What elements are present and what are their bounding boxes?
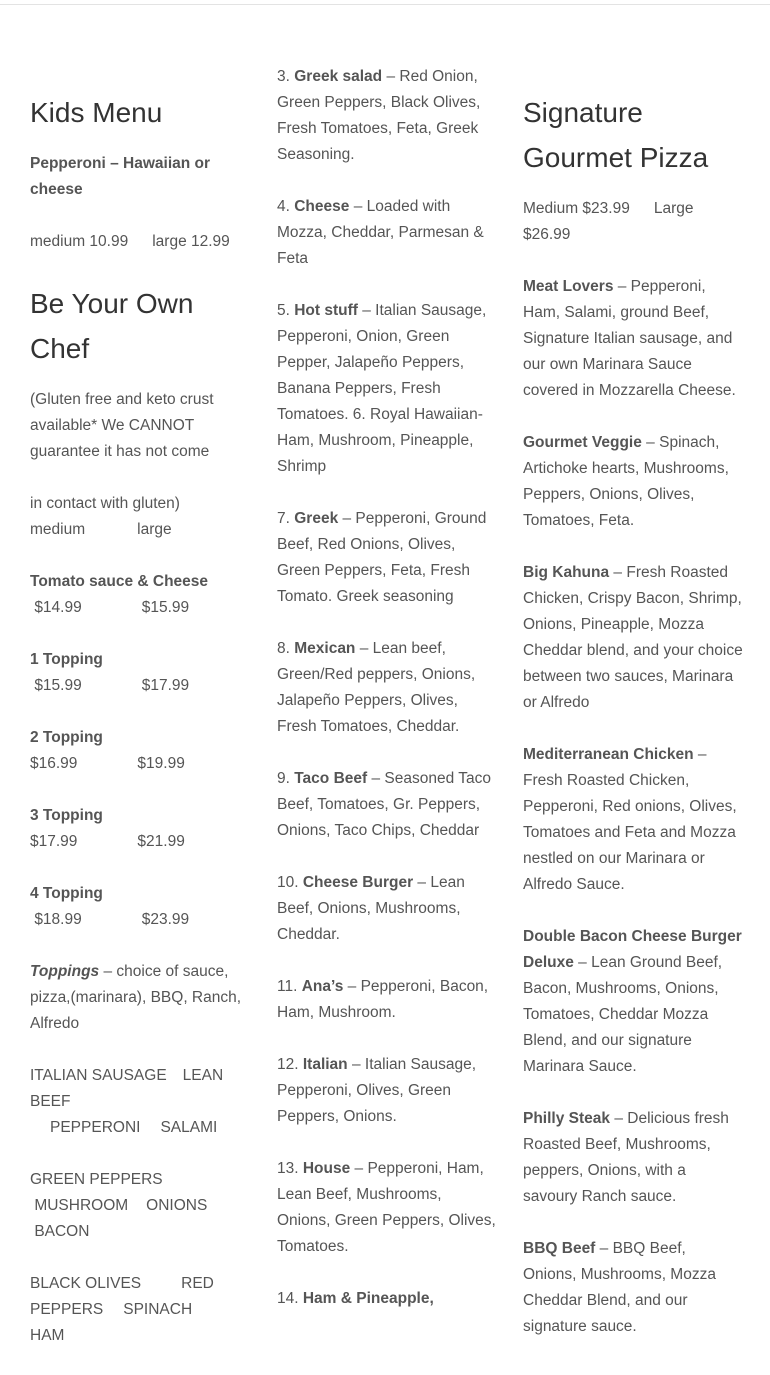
signature-item: Philly Steak – Delicious fresh Roasted Beef, Mushrooms, peppers, Onions, with a savoury Ranch sauce.: [523, 1110, 729, 1205]
price-tier: 3 Topping $17.99 $21.99: [30, 807, 185, 850]
toppings-description: Toppings – choice of sauce, pizza,(marinara), BBQ, Ranch, Alfredo: [30, 963, 242, 1032]
header-divider: [0, 0, 770, 5]
byo-heading: Be Your Own Chef: [30, 288, 194, 364]
menu-item: 8. Mexican – Lean beef, Green/Red peppers, Onions, Jalapeño Peppers, Olives, Fresh Tomatoes, Cheddar.: [277, 640, 476, 735]
menu-item: 4. Cheese – Loaded with Mozza, Cheddar, Parmesan & Feta: [277, 198, 484, 267]
column-middle: [277, 64, 497, 1338]
byo-note-2: in contact with gluten) medium large: [30, 495, 180, 538]
menu-item: 10. Cheese Burger – Lean Beef, Onions, Mushrooms, Cheddar.: [277, 874, 465, 943]
toppings-list: BLACK OLIVES RED PEPPERS SPINACHHAM: [30, 1275, 214, 1344]
toppings-list: ITALIAN SAUSAGE LEAN BEEF PEPPERONI SALAMI: [30, 1067, 224, 1136]
signature-item: Gourmet Veggie – Spinach, Artichoke hearts, Mushrooms, Peppers, Onions, Olives, Tomatoes, Feta.: [523, 434, 729, 529]
price-tier: 2 Topping $16.99 $19.99: [30, 729, 185, 772]
kids-item: Pepperoni – Hawaiian or cheese: [30, 155, 211, 198]
signature-prices: Medium $23.99 Large $26.99: [523, 200, 694, 243]
menu-item: 9. Taco Beef – Seasoned Taco Beef, Tomatoes, Gr. Peppers, Onions, Taco Chips, Cheddar: [277, 770, 491, 839]
menu-item: 7. Greek – Pepperoni, Ground Beef, Red Onions, Olives, Green Peppers, Feta, Fresh Tomato. Greek seasoning: [277, 510, 487, 605]
signature-item: Big Kahuna – Fresh Roasted Chicken, Crispy Bacon, Shrimp, Onions, Pineapple, Mozza Cheddar blend, and your choice between two sauces, Marinara or Alfredo: [523, 564, 743, 711]
signature-item: Double Bacon Cheese Burger Deluxe – Lean Ground Beef, Bacon, Mushrooms, Onions, Tomatoes, Cheddar Mozza Blend, and our signature Marinara Sauce.: [523, 928, 742, 1075]
menu-item: 5. Hot stuff – Italian Sausage, Pepperoni, Onion, Green Pepper, Jalapeño Peppers, Banana Peppers, Fresh Tomatoes. 6. Royal Hawaiian- Ham, Mushroom, Pineapple, Shrimp: [277, 302, 487, 475]
menu-item: 12. Italian – Italian Sausage, Pepperoni, Olives, Green Peppers, Onions.: [277, 1056, 477, 1125]
column-left: [30, 64, 245, 1375]
kids-prices: medium 10.99 large 12.99: [30, 233, 230, 250]
menu-item: 11. Ana’s – Pepperoni, Bacon, Ham, Mushroom.: [277, 978, 489, 1021]
signature-heading: Signature Gourmet Pizza: [523, 97, 709, 173]
menu-item: 13. House – Pepperoni, Ham, Lean Beef, Mushrooms, Onions, Green Peppers, Olives, Tomatoes.: [277, 1160, 496, 1255]
menu-item: 3. Greek salad – Red Onion, Green Peppers, Black Olives, Fresh Tomatoes, Feta, Greek Seasoning.: [277, 68, 481, 163]
column-right: [523, 64, 743, 1366]
menu-item: 14. Ham & Pineapple,: [277, 1290, 434, 1307]
signature-item: Meat Lovers – Pepperoni, Ham, Salami, ground Beef, Signature Italian sausage, and our own Marinara Sauce covered in Mozzarella Cheese.: [523, 278, 736, 399]
price-tier: Tomato sauce & Cheese $14.99 $15.99: [30, 573, 209, 616]
byo-note: (Gluten free and keto crust available* We CANNOT guarantee it has not come: [30, 391, 214, 460]
kids-menu-heading: Kids Menu: [30, 97, 163, 128]
signature-item: Mediterranean Chicken – Fresh Roasted Chicken, Pepperoni, Red onions, Olives, Tomatoes and Feta and Mozza nestled on our Marinara or Alfredo Sauce.: [523, 746, 737, 893]
toppings-list: GREEN PEPPERS MUSHROOM ONIONS BACON: [30, 1171, 208, 1240]
signature-item: BBQ Beef – BBQ Beef, Onions, Mushrooms, Mozza Cheddar Blend, and our signature sauce.: [523, 1240, 716, 1335]
price-tier: 4 Topping $18.99 $23.99: [30, 885, 190, 928]
price-tier: 1 Topping $15.99 $17.99: [30, 651, 190, 694]
